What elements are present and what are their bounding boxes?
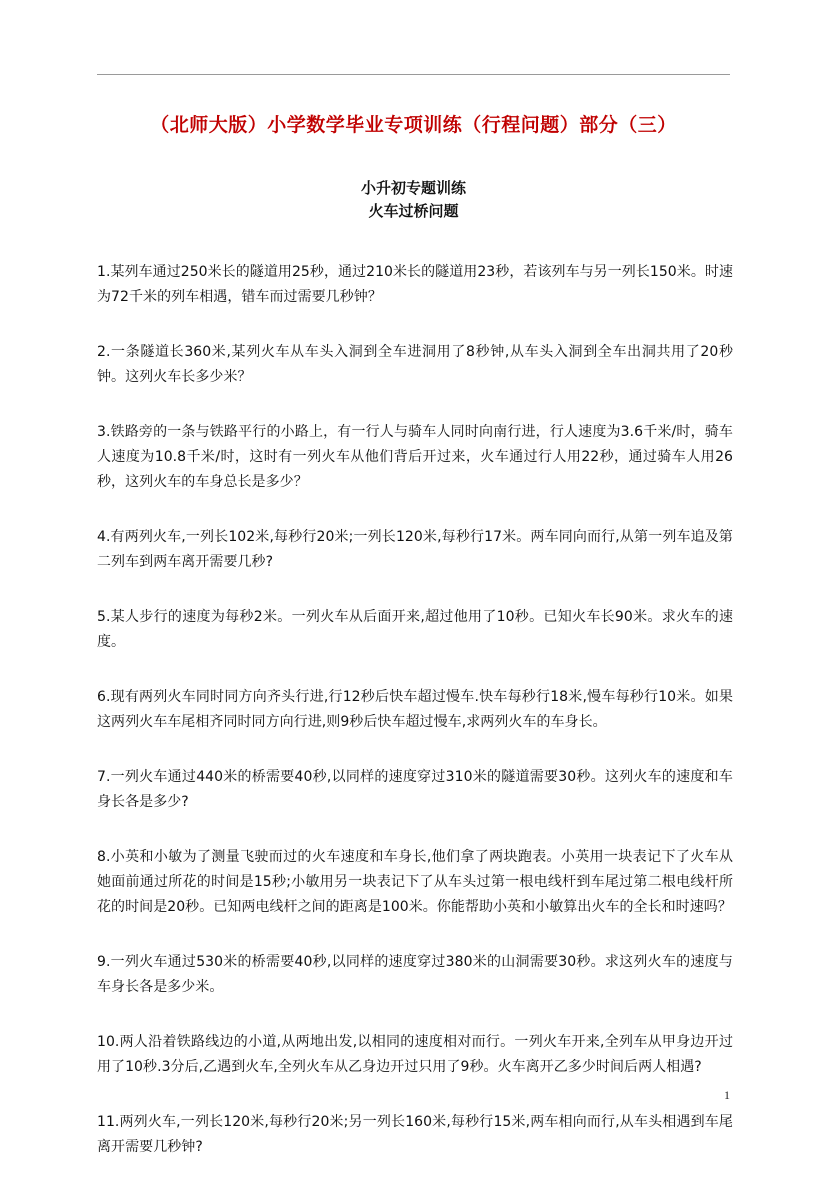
question-item: 3.铁路旁的一条与铁路平行的小路上，有一行人与骑车人同时向南行进，行人速度为3.6千米/时，骑车人速度为10.8千米/时，这时有一列火车从他们背后开过来，火车通过行人用22秒，通过骑车人用26秒，这列火车的车身总长是多少？ — [97, 424, 733, 490]
question-item: 8.小英和小敏为了测量飞驶而过的火车速度和车身长,他们拿了两块跑表。小英用一块表记下了火车从她面前通过所花的时间是15秒;小敏用另一块表记下了从车头过第一根电线杆到车尾过第二根电线杆所花的时间是20秒。已知两电线杆之间的距离是100米。你能帮助小英和小敏算出火车的全长和时速吗？ — [97, 849, 733, 915]
question-item: 4.有两列火车,一列长102米,每秒行20米;一列长120米,每秒行17米。两车同向而行,从第一列车追及第二列车到两车离开需要几秒? — [97, 529, 733, 570]
question-item: 1.某列车通过250米长的隧道用25秒，通过210米长的隧道用23秒，若该列车与另一列长150米。时速为72千米的列车相遇，错车而过需要几秒钟？ — [97, 264, 733, 305]
header-rule — [97, 74, 730, 75]
question-item: 11.两列火车,一列长120米,每秒行20米;另一列长160米,每秒行15米,两车相向而行,从车头相遇到车尾离开需要几秒钟? — [97, 1114, 733, 1155]
topic-subtitle: 火车过桥问题 — [368, 202, 459, 220]
question-item: 7.一列火车通过440米的桥需要40秒,以同样的速度穿过310米的隧道需要30秒。这列火车的速度和车身长各是多少? — [97, 769, 733, 810]
document-title: （北师大版）小学数学毕业专项训练（行程问题）部分（三） — [150, 114, 677, 136]
question-item: 2.一条隧道长360米,某列火车从车头入洞到全车进洞用了8秒钟,从车头入洞到全车出洞共用了20秒钟。这列火车长多少米？ — [97, 344, 733, 385]
page-number: 1 — [724, 1088, 730, 1102]
section-subtitle: 小升初专题训练 — [360, 179, 466, 197]
question-item: 9.一列火车通过530米的桥需要40秒,以同样的速度穿过380米的山洞需要30秒。求这列火车的速度与车身长各是多少米。 — [97, 954, 733, 995]
question-item: 5.某人步行的速度为每秒2米。一列火车从后面开来,超过他用了10秒。已知火车长90米。求火车的速度。 — [97, 609, 733, 650]
question-item: 6.现有两列火车同时同方向齐头行进,行12秒后快车超过慢车.快车每秒行18米,慢车每秒行10米。如果这两列火车车尾相齐同时同方向行进,则9秒后快车超过慢车,求两列火车的车身长。 — [97, 689, 733, 730]
question-item: 10.两人沿着铁路线边的小道,从两地出发,以相同的速度相对而行。一列火车开来,全列车从甲身边开过用了10秒.3分后,乙遇到火车,全列火车从乙身边开过只用了9秒。火车离开乙多少时间后两人相遇? — [97, 1034, 733, 1075]
question-list — [97, 260, 733, 1190]
